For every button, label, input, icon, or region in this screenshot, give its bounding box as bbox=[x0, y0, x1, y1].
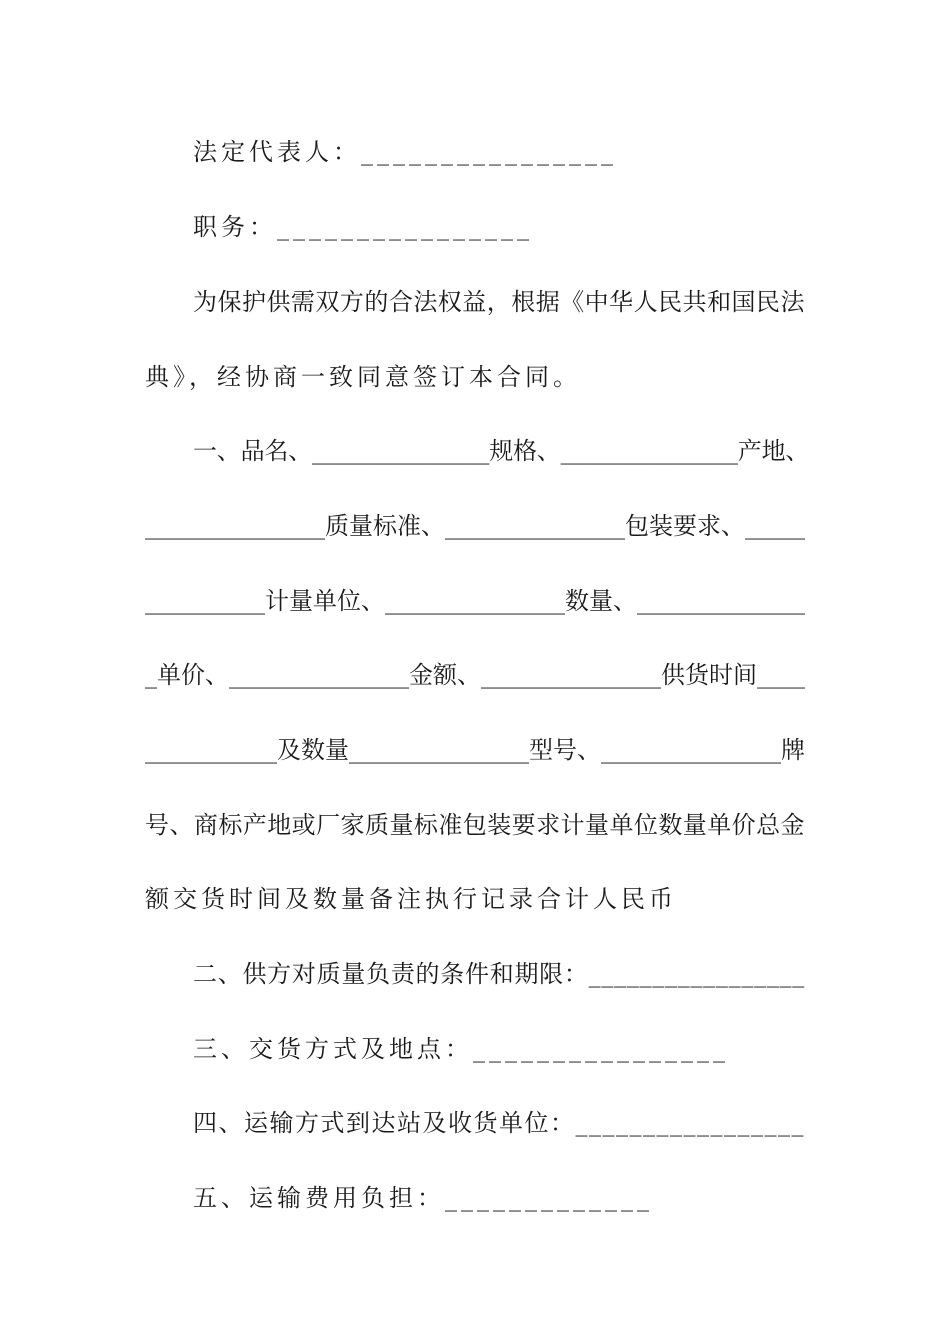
clause-1-line-3: __________计量单位、_______________数量、______________ bbox=[145, 587, 805, 615]
clause-1-line-2: _______________质量标准、_______________包装要求、_____ bbox=[145, 512, 805, 540]
clause-2-line: 二、供方对质量负责的条件和期限：_________________ bbox=[193, 960, 805, 988]
clause-1-line-4: _单价、_______________金额、_______________供货时间____ bbox=[145, 661, 805, 689]
preamble-line-2: 典》，经协商一致同意签订本合同。 bbox=[145, 363, 581, 391]
clause-4-line: 四、运输方式到达站及收货单位：_________________ bbox=[193, 1109, 805, 1137]
clause-3-line: 三、交货方式及地点：________________ bbox=[193, 1035, 729, 1063]
preamble-line-1: 为保护供需双方的合法权益，根据《中华人民共和国民法 bbox=[193, 288, 805, 316]
clause-1-line-1: 一、品名、_______________规格、_______________产地、 bbox=[193, 437, 810, 465]
position-line: 职务：________________ bbox=[193, 213, 533, 241]
legal-representative-line: 法定代表人：________________ bbox=[193, 138, 617, 166]
clause-1-line-6: 号、商标产地或厂家质量标准包装要求计量单位数量单价总金 bbox=[145, 811, 805, 839]
clause-1-line-7: 额交货时间及数量备注执行记录合计人民币 bbox=[145, 885, 677, 913]
clause-1-line-5: ___________及数量_______________型号、_______________牌 bbox=[145, 736, 805, 764]
clause-5-line: 五、运输费用负担：_____________ bbox=[193, 1184, 653, 1212]
